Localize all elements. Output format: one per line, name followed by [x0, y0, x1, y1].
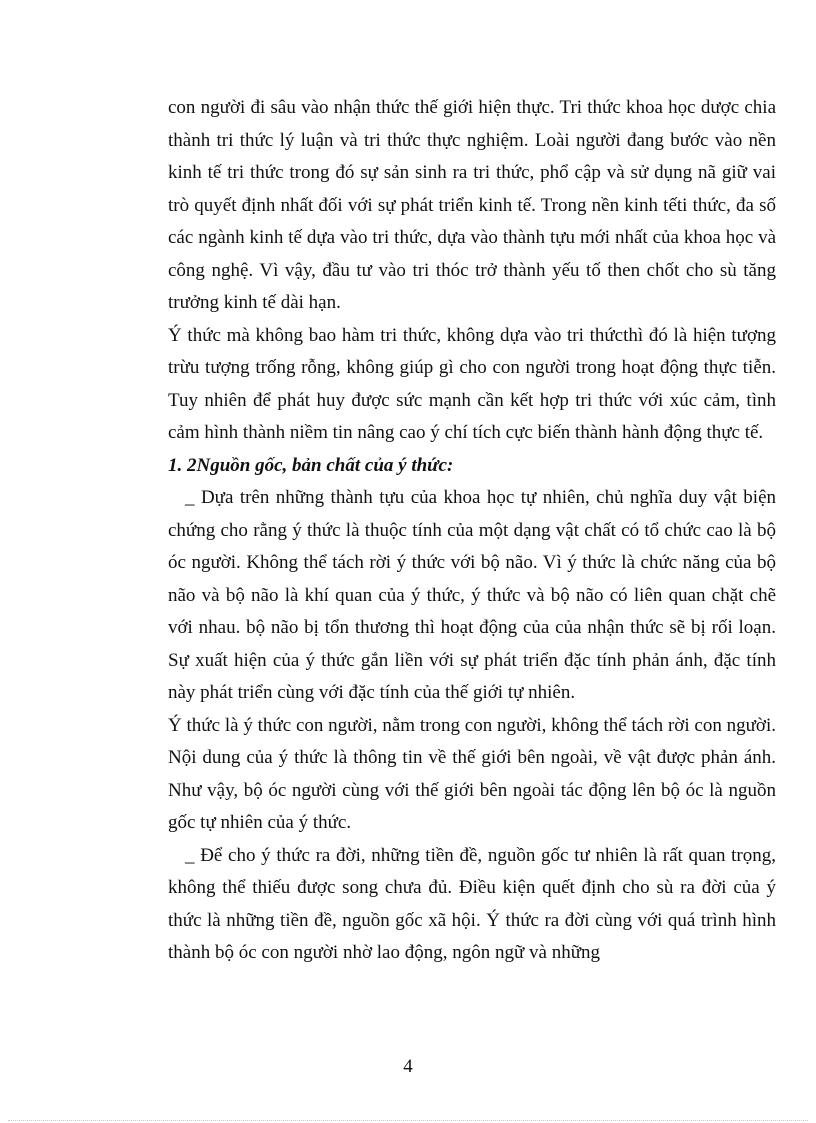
page-bottom-divider	[8, 1120, 808, 1121]
paragraph-social-origin: _ Để cho ý thức ra đời, những tiền đề, nguồn gốc tư nhiên là rất quan trọng, không thể thiếu được song chưa đủ. Điều kiện quết định cho sù ra đời của ý thức là những tiền đề, nguồn gốc xã hội. Ý thức ra đời cùng với quá trình hình thành bộ óc con người nhờ lao động, ngôn ngữ và những	[168, 844, 776, 963]
paragraph-consciousness-knowledge: Ý thức mà không bao hàm tri thức, không dựa vào tri thứcthì đó là hiện tượng trừu tượng trống rỗng, không giúp gì cho con người trong hoạt động thực tiễn. Tuy nhiên để phát huy được sức mạnh cần kết hợp tri thức với xúc cảm, tình cảm hình thành niềm tin nâng cao ý chí tích cực biến thành hành động thực tế.	[168, 324, 776, 443]
page-content	[168, 92, 776, 970]
paragraph-human-consciousness: Ý thức là ý thức con người, nằm trong con người, không thể tách rời con người. Nội dung của ý thức là thông tin về thế giới bên ngoài, về vật được phản ánh. Như vậy, bộ óc người cùng với thế giới bên ngoài tác động lên bộ óc là nguồn gốc tự nhiên của ý thức.	[168, 714, 776, 833]
paragraph-origin-brain: _ Dựa trên những thành tựu của khoa học tự nhiên, chủ nghĩa duy vật biện chứng cho rằng ý thức là thuộc tính của một dạng vật chất có tổ chức cao là bộ óc người. Không thể tách rời ý thức với bộ não. Vì ý thức là chức năng của bộ não và bộ não là khí quan của ý thức, ý thức và bộ não có liên quan chặt chẽ với nhau. bộ não bị tổn thương thì hoạt động của của nhận thức sẽ bị rối loạn. Sự xuất hiện của ý thức gắn liền với sự phát triển đặc tính phản ánh, đặc tính này phát triển cùng với đặc tính của thế giới tự nhiên.	[168, 487, 776, 703]
paragraph-knowledge-economy: con người đi sâu vào nhận thức thế giới hiện thực. Tri thức khoa học dược chia thành tri thức lý luận và tri thức thực nghiệm. Loài người đang bước vào nền kinh tế tri thức trong đó sự sản sinh ra tri thức, phổ cập và sử dụng nã giữ vai trò quyết định nhất đối với sự phát triển kinh tế. Trong nền kinh tếti thức, đa số các ngành kinh tế dựa vào tri thức, dựa vào thành tựu mới nhất của khoa học và công nghệ. Vì vậy, đầu tư vào tri thóc trở thành yếu tố then chốt cho sù tăng trưởng kinh tế dài hạn.	[168, 97, 776, 313]
page-number: 4	[403, 1056, 413, 1077]
section-heading: 1. 2Nguồn gốc, bản chất của ý thức:	[168, 454, 454, 476]
